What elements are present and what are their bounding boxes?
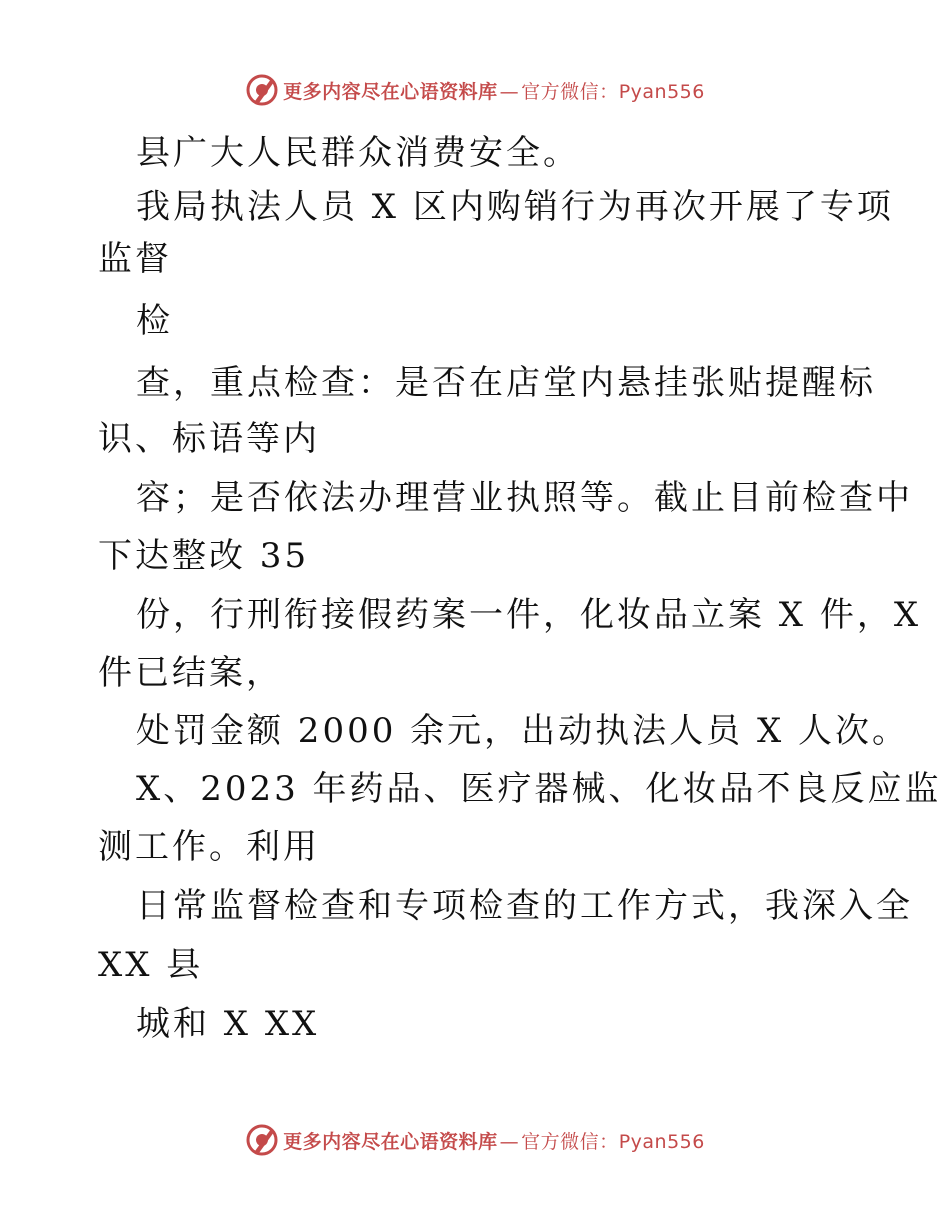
text-line: 县广大人民群众消费安全。 xyxy=(136,133,580,173)
watermark-dash: — xyxy=(499,80,520,103)
watermark-text xyxy=(283,1127,705,1154)
watermark-id: Pyan556 xyxy=(618,1130,705,1153)
pen-logo-icon xyxy=(245,73,279,107)
text-line: 我局执法人员 X 区内购销行为再次开展了专项 xyxy=(136,187,894,227)
text-line: 份，行刑衔接假药案一件，化妆品立案 X 件，X xyxy=(136,595,922,635)
watermark-official: 官方微信： xyxy=(521,80,619,103)
watermark-text xyxy=(283,77,705,104)
watermark-id: Pyan556 xyxy=(618,80,705,103)
text-line: 件已结案， xyxy=(98,653,283,693)
text-line: 查，重点检查：是否在店堂内悬挂张贴提醒标 xyxy=(136,363,876,403)
watermark-official: 官方微信： xyxy=(521,1130,619,1153)
header-watermark xyxy=(0,70,950,110)
text-line: X、2023 年药品、医疗器械、化妆品不良反应监 xyxy=(136,769,942,809)
footer-watermark xyxy=(0,1120,950,1160)
text-line: 日常监督检查和专项检查的工作方式，我深入全 xyxy=(136,886,913,926)
text-line: 处罚金额 2000 余元，出动执法人员 X 人次。 xyxy=(136,711,909,751)
watermark-dash: — xyxy=(499,1130,520,1153)
watermark-main: 更多内容尽在心语资料库 xyxy=(283,80,498,103)
text-line: 测工作。利用 xyxy=(98,827,320,867)
text-line: 识、标语等内 xyxy=(98,419,320,459)
text-line: 监督 xyxy=(98,239,172,279)
text-line: 城和 X XX xyxy=(136,1004,320,1044)
text-line: XX 县 xyxy=(98,945,204,985)
text-line: 下达整改 35 xyxy=(98,536,310,576)
watermark-main: 更多内容尽在心语资料库 xyxy=(283,1130,498,1153)
text-line: 容；是否依法办理营业执照等。截止目前检查中 xyxy=(136,478,913,518)
pen-logo-icon xyxy=(245,1123,279,1157)
text-line: 检 xyxy=(136,301,173,341)
